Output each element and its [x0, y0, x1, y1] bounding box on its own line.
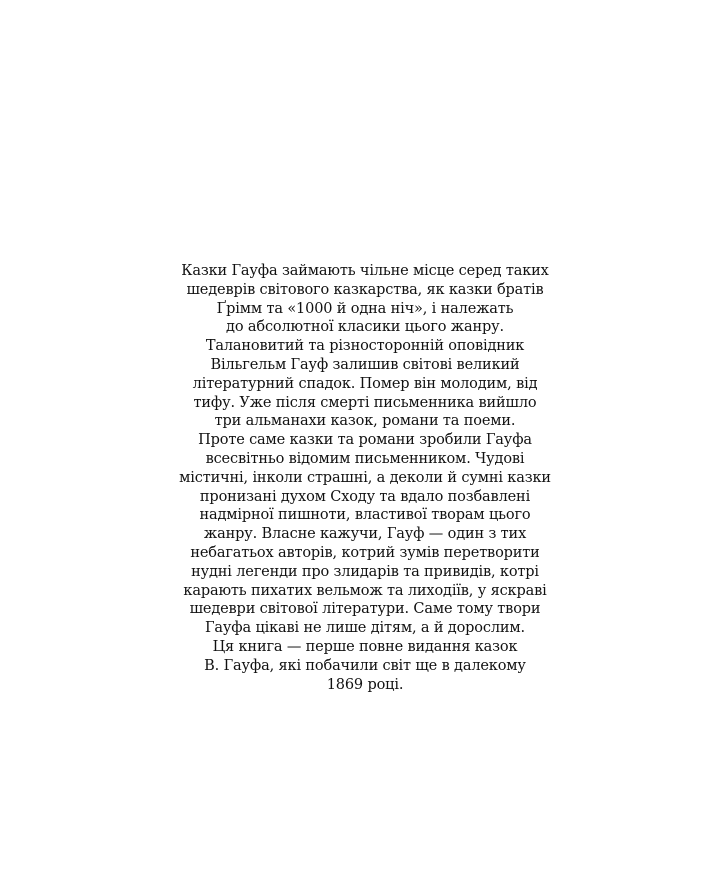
text-line: до абсолютної класики цього жанру. [226, 319, 504, 336]
text-line: всесвітньо відомим письменником. Чудові [205, 450, 525, 467]
text-line: тифу. Уже після смерті письменника вийшло [193, 394, 537, 411]
text-line: Гауфа цікаві не лише дітям, а й дорослим. [204, 620, 526, 637]
text-line: надмірної пишноти, властивої творам цього [199, 507, 531, 524]
text-line: 1869 році. [326, 676, 404, 693]
text-line: літературний спадок. Помер він молодим, від [192, 375, 538, 392]
text-line: пронизані духом Сходу та вдало позбавлені [199, 488, 531, 505]
text-line: небагатьох авторів, котрий зумів перетворити [190, 544, 540, 561]
text-line: Казки Гауфа займають чільне місце серед таких [181, 263, 549, 279]
text-line: три альманахи казок, романи та поеми. [214, 413, 516, 430]
text-line: шедеври світової літератури. Саме тому твори [189, 601, 541, 618]
annotation-text [150, 262, 580, 694]
text-line: містичні, інколи страшні, а деколи й сумні казки [179, 469, 551, 486]
text-line: жанру. Власне кажучи, Гауф — один з тих [203, 526, 527, 543]
text-line: Талановитий та різносторонній оповідник [205, 338, 525, 355]
text-line: Вільгельм Гауф залишив світові великий [210, 356, 520, 373]
text-line: В. Гауфа, які побачили світ ще в далекому [204, 657, 526, 674]
text-line: нудні легенди про злидарів та привидів, котрі [191, 563, 539, 580]
text-line: карають пихатих вельмож та лиходіїв, у яскраві [183, 582, 547, 599]
text-line: Ґрімм та «1000 й одна ніч», і належать [216, 300, 514, 317]
text-line: Ця книга — перше повне видання казок [212, 638, 518, 655]
text-line: Проте саме казки та романи зробили Гауфа [198, 432, 532, 449]
text-line: шедеврів світового казкарства, як казки братів [186, 281, 544, 298]
